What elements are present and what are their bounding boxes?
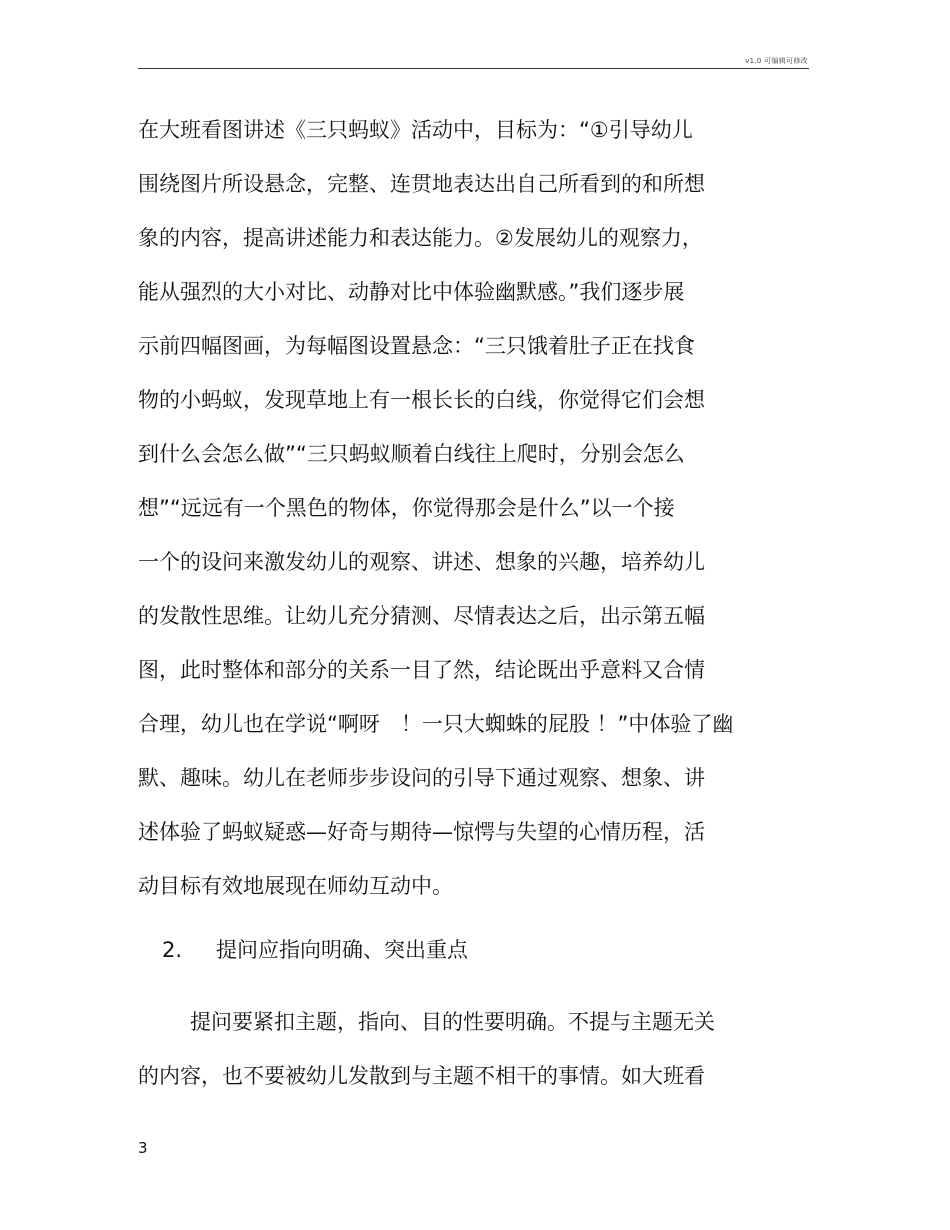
text-line: 物的小蚂蚁，发现草地上有一根长长的白线，你觉得它们会想	[138, 388, 705, 412]
text-line: 想”“远远有一个黑色的物体，你觉得那会是什么”以一个接	[138, 496, 675, 520]
header-rule	[138, 68, 809, 69]
text-line: 一个的设问来激发幼儿的观察、讲述、想象的兴趣，培养幼儿	[138, 550, 705, 574]
text-line: 的内容，也不要被幼儿发散到与主题不相干的事情。如大班看	[138, 1064, 705, 1088]
text-line: 默、趣味。幼儿在老师步步设问的引导下通过观察、想象、讲	[138, 766, 705, 790]
section-heading	[162, 938, 468, 962]
text-line: 示前四幅图画，为每幅图设置悬念：“三只饿着肚子正在找食	[138, 334, 695, 358]
text-line: 述体验了蚂蚁疑惑—好奇与期待—惊愕与失望的心情历程，活	[138, 820, 705, 844]
text-line: 到什么会怎么做”“三只蚂蚁顺着白线往上爬时，分别会怎么	[138, 442, 685, 466]
section-number: 2.	[162, 938, 183, 962]
text-line: 图，此时整体和部分的关系一目了然，结论既出乎意料又合情	[138, 658, 705, 682]
text-line: 的发散性思维。让幼儿充分猜测、尽情表达之后，出示第五幅	[138, 604, 705, 628]
text-line: 合理，幼儿也在学说“啊呀 ！一只大蜘蛛的屁股 ！”中体验了幽	[138, 712, 734, 736]
text-line: 在大班看图讲述《三只蚂蚁》活动中，目标为：“①引导幼儿	[138, 118, 693, 142]
section-title: 提问应指向明确、突出重点	[216, 938, 468, 962]
text-line: 能从强烈的大小对比、动静对比中体验幽默感。”我们逐步展	[138, 280, 685, 304]
text-line: 提问要紧扣主题，指向、目的性要明确。不提与主题无关	[190, 1010, 715, 1034]
header-note: v1.0 可编辑可修改	[745, 57, 808, 65]
text-line: 围绕图片所设悬念，完整、连贯地表达出自己所看到的和所想	[138, 172, 705, 196]
text-line: 象的内容，提高讲述能力和表达能力。②发展幼儿的观察力，	[138, 226, 703, 250]
text-line: 动目标有效地展现在师幼互动中。	[138, 874, 453, 898]
page-number: 3	[138, 1139, 148, 1157]
